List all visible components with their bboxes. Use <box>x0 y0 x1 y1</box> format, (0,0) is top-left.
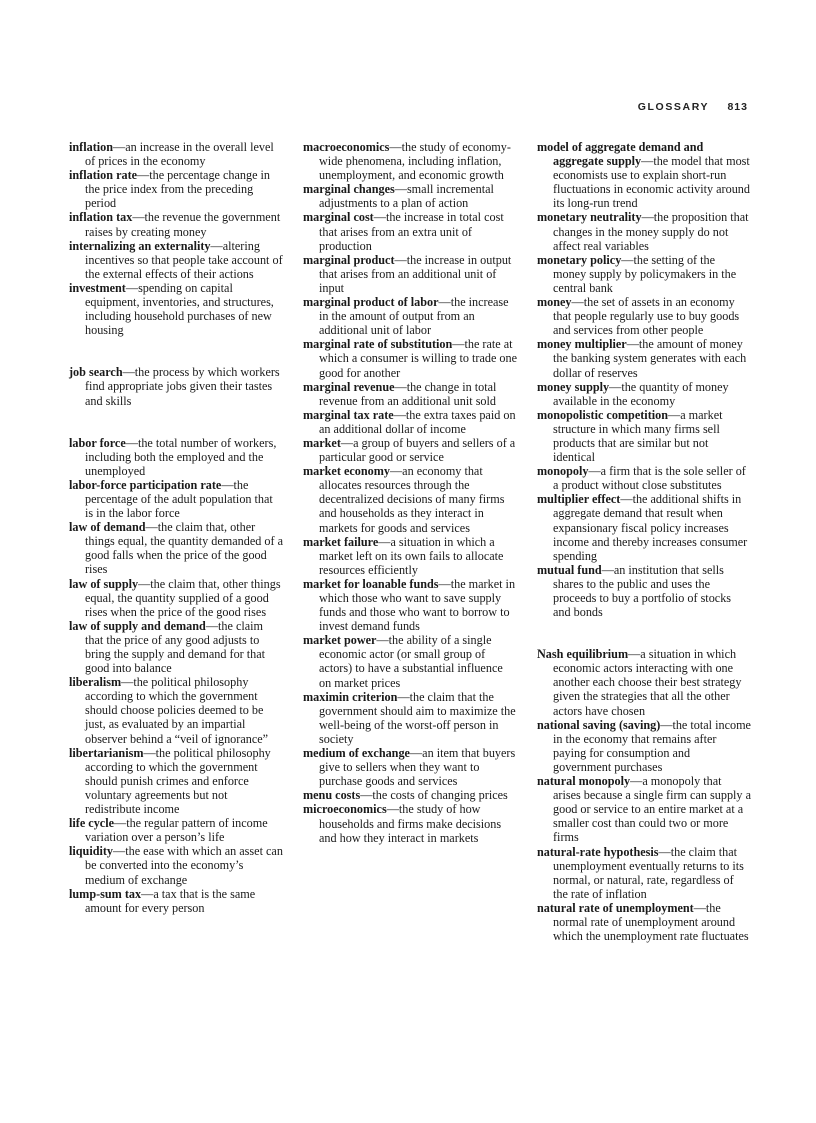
glossary-term: monetary neutrality <box>537 210 642 225</box>
glossary-term: natural monopoly <box>537 774 631 789</box>
glossary-term: money supply <box>537 379 610 394</box>
glossary-term: microeconomics <box>303 802 387 817</box>
glossary-column-3 <box>537 140 751 943</box>
glossary-entry <box>69 577 283 619</box>
glossary-term: market power <box>303 633 377 648</box>
glossary-term: menu costs <box>303 788 361 803</box>
glossary-entry <box>303 337 517 379</box>
glossary-definition: —altering incentives so that people take account of the external effects of their actions <box>85 238 283 281</box>
glossary-definition: —the change in total revenue from an additional unit sold <box>319 379 497 408</box>
glossary-term: macroeconomics <box>303 140 390 154</box>
glossary-entry <box>303 464 517 534</box>
glossary-definition: —a group of buyers and sellers of a particular good or service <box>319 435 516 465</box>
glossary-term: inflation tax <box>69 210 133 225</box>
glossary-entry <box>303 210 517 252</box>
glossary-definition: —the political philosophy according to which the government should punish crimes and enforce voluntary agreements but not redistribute income <box>85 745 271 817</box>
glossary-entry <box>69 520 283 576</box>
glossary-definition: —the extra taxes paid on an additional dollar of income <box>319 407 516 436</box>
glossary-definition: —the set of assets in an economy that people regularly use to buy goods and services from other people <box>553 295 740 338</box>
glossary-definition: —a situation in which a market left on its own fails to allocate resources efficiently <box>319 534 504 577</box>
glossary-term: natural-rate hypothesis <box>537 844 659 859</box>
glossary-definition: —the percentage of the adult population that is in the labor force <box>85 477 273 521</box>
glossary-term: marginal cost <box>303 210 374 225</box>
glossary-entry <box>69 619 283 675</box>
glossary-term: marginal revenue <box>303 379 395 394</box>
glossary-entry <box>537 408 751 464</box>
glossary-definition: —the setting of the money supply by policymakers in the central bank <box>553 252 737 295</box>
glossary-entry <box>537 464 751 492</box>
glossary-entry <box>537 718 751 774</box>
glossary-entry <box>537 140 751 210</box>
glossary-term: monetary policy <box>537 252 622 267</box>
glossary-definition: —the ability of a single economic actor (or small group of actors) to have a substantial influence on market prices <box>319 633 503 690</box>
glossary-entry <box>537 210 751 252</box>
glossary-entry <box>303 295 517 337</box>
glossary-term: liberalism <box>69 675 122 690</box>
glossary-term: market failure <box>303 534 379 549</box>
glossary-definition: —the normal rate of unemployment around which the unemployment rate fluctuates <box>553 900 749 944</box>
glossary-entry <box>537 774 751 844</box>
glossary-entry <box>537 901 751 943</box>
glossary-term: marginal tax rate <box>303 407 394 422</box>
glossary-term: market economy <box>303 464 390 479</box>
glossary-definition: —the process by which workers find appropriate jobs given their tastes and skills <box>85 365 280 408</box>
glossary-entry <box>303 182 517 210</box>
glossary-definition: —the increase in output that arises from an additional unit of input <box>319 252 512 295</box>
glossary-definition: —the increase in total cost that arises from an extra unit of production <box>319 210 504 253</box>
glossary-term: inflation rate <box>69 168 138 183</box>
glossary-term: labor-force participation rate <box>69 477 222 492</box>
glossary-term: life cycle <box>69 816 114 831</box>
glossary-entry <box>537 492 751 562</box>
glossary-entry <box>303 253 517 295</box>
glossary-entry <box>69 436 283 478</box>
glossary-entry <box>69 365 283 407</box>
glossary-entry <box>69 168 283 210</box>
glossary-entry <box>69 478 283 520</box>
glossary-definition: —a monopoly that arises because a single firm can supply a good or service to an entire market at a smaller cost than could two or more firms <box>553 774 751 845</box>
glossary-entry <box>69 140 283 168</box>
glossary-definition: —the regular pattern of income variation over a person’s life <box>85 816 268 845</box>
glossary-term: law of supply and demand <box>69 618 206 633</box>
glossary-definition: —the claim that unemployment eventually returns to its normal, or natural, rate, regardless of the rate of inflation <box>553 844 744 901</box>
glossary-entry <box>303 802 517 844</box>
glossary-entry <box>303 690 517 746</box>
glossary-definition: —the model that most economists use to explain short-run fluctuations in economic activity around its long-run trend <box>553 154 750 211</box>
glossary-term: maximin criterion <box>303 689 398 704</box>
glossary-definition: —the costs of changing prices <box>360 788 508 803</box>
glossary-definition: —the claim that, other things equal, the quantity supplied of a good rises when the price of the good rises <box>85 576 281 619</box>
glossary-definition: —the claim that the government should aim to maximize the well-being of the worst-off person in society <box>319 689 516 746</box>
glossary-definition: —the rate at which a consumer is willing to trade one good for another <box>319 337 517 380</box>
glossary-entry <box>69 675 283 745</box>
glossary-definition: —the revenue the government raises by creating money <box>85 210 281 239</box>
glossary-term: inflation <box>69 140 114 154</box>
glossary-definition: —the claim that, other things equal, the quantity demanded of a good falls when the price of the good rises <box>85 520 283 577</box>
glossary-entry <box>69 816 283 844</box>
glossary-entry <box>537 563 751 619</box>
glossary-term: market for loanable funds <box>303 576 439 591</box>
glossary-term: mutual fund <box>537 562 602 577</box>
glossary-entry <box>69 239 283 281</box>
glossary-definition: —the total number of workers, including both the employed and the unemployed <box>85 435 277 478</box>
glossary-definition: —an institution that sells shares to the public and uses the proceeds to buy a portfolio of stocks and bonds <box>553 562 732 620</box>
section-gap <box>69 408 283 436</box>
glossary-column-2 <box>303 140 517 845</box>
glossary-term: multiplier effect <box>537 492 621 507</box>
glossary-term: law of supply <box>69 576 139 591</box>
glossary-definition: —the market in which those who want to save supply funds and those who want to borrow to invest demand funds <box>319 576 516 634</box>
glossary-entry <box>537 845 751 901</box>
glossary-definition: —the quantity of money available in the economy <box>553 379 729 408</box>
glossary-term: monopolistic competition <box>537 407 669 422</box>
glossary-definition: —an item that buyers give to sellers when they want to purchase goods and services <box>319 746 516 789</box>
glossary-definition: —the ease with which an asset can be converted into the economy’s medium of exchange <box>85 844 283 887</box>
glossary-entry <box>303 746 517 788</box>
glossary-definition: —a firm that is the sole seller of a product without close substitutes <box>553 464 746 493</box>
glossary-term: medium of exchange <box>303 746 410 761</box>
glossary-entry <box>303 535 517 577</box>
glossary-entry <box>69 210 283 238</box>
section-title: GLOSSARY <box>637 101 709 113</box>
glossary-term: investment <box>69 280 126 295</box>
glossary-term: marginal product of labor <box>303 295 439 310</box>
glossary-term: marginal product <box>303 252 395 267</box>
glossary-term: lump-sum tax <box>69 886 142 901</box>
glossary-entry <box>537 295 751 337</box>
glossary-definition: —the total income in the economy that remains after paying for consumption and government purchases <box>553 717 751 774</box>
glossary-definition: —an increase in the overall level of prices in the economy <box>85 140 274 169</box>
glossary-entry <box>69 281 283 337</box>
glossary-definition: —a situation in which economic actors interacting with one another each choose their best strategy given the strategies that all the other actors have chosen <box>553 647 742 718</box>
glossary-definition: —an economy that allocates resources through the decentralized decisions of many firms and households as they interact in markets for goods and services <box>319 464 505 535</box>
glossary-term: market <box>303 435 341 450</box>
glossary-term: labor force <box>69 435 126 450</box>
page-number: 813 <box>727 101 748 113</box>
glossary-term: law of demand <box>69 520 146 535</box>
glossary-entry <box>69 746 283 816</box>
section-gap <box>69 337 283 365</box>
glossary-entry <box>537 647 751 717</box>
glossary-definition: —spending on capital equipment, inventories, and structures, including household purchases of new housing <box>85 280 274 338</box>
glossary-definition: —the study of economy-wide phenomena, including inflation, unemployment, and economic growth <box>319 140 511 183</box>
glossary-term: marginal changes <box>303 182 395 197</box>
glossary-term: money multiplier <box>537 337 627 352</box>
glossary-term: Nash equilibrium <box>537 647 629 662</box>
glossary-column-1 <box>69 140 283 915</box>
glossary-definition: —the proposition that changes in the money supply do not affect real variables <box>553 210 749 253</box>
glossary-entry <box>537 380 751 408</box>
glossary-entry <box>69 844 283 886</box>
glossary-definition: —the study of how households and firms make decisions and how they interact in markets <box>319 802 502 845</box>
glossary-entry <box>537 337 751 379</box>
glossary-definition: —the political philosophy according to which the government should choose policies deemed to be just, as evaluated by an impartial observer behind a “veil of ignorance” <box>85 675 269 746</box>
glossary-term: natural rate of unemployment <box>537 900 694 915</box>
running-header <box>638 101 748 113</box>
glossary-entry <box>537 253 751 295</box>
glossary-entry <box>303 408 517 436</box>
glossary-term: job search <box>69 365 123 380</box>
glossary-definition: —the increase in the amount of output from an additional unit of labor <box>319 295 509 338</box>
section-gap <box>537 619 751 647</box>
glossary-entry <box>303 577 517 633</box>
glossary-definition: —a tax that is the same amount for every person <box>85 886 256 915</box>
glossary-definition: —the additional shifts in aggregate demand that result when expansionary fiscal policy increases income and thereby increases consumer spending <box>553 492 748 563</box>
glossary-term: monopoly <box>537 464 589 479</box>
glossary-entry <box>303 140 517 182</box>
glossary-term: money <box>537 295 572 310</box>
glossary-entry <box>303 380 517 408</box>
glossary-term: internalizing an externality <box>69 238 211 253</box>
glossary-term: national saving (saving) <box>537 717 661 732</box>
glossary-term: model of aggregate demand and aggregate supply <box>537 140 704 169</box>
glossary-term: libertarianism <box>69 745 144 760</box>
glossary-entry <box>303 436 517 464</box>
glossary-entry <box>303 633 517 689</box>
glossary-definition: —the claim that the price of any good adjusts to bring the supply and demand for that good into balance <box>85 618 266 676</box>
glossary-term: liquidity <box>69 844 114 859</box>
glossary-term: marginal rate of substitution <box>303 337 453 352</box>
glossary-definition: —a market structure in which many firms sell products that are similar but not identical <box>553 407 723 465</box>
glossary-entry <box>69 887 283 915</box>
glossary-entry <box>303 788 517 802</box>
glossary-definition: —the percentage change in the price index from the preceding period <box>85 168 271 211</box>
glossary-definition: —small incremental adjustments to a plan of action <box>319 182 494 211</box>
glossary-definition: —the amount of money the banking system generates with each dollar of reserves <box>553 337 747 380</box>
